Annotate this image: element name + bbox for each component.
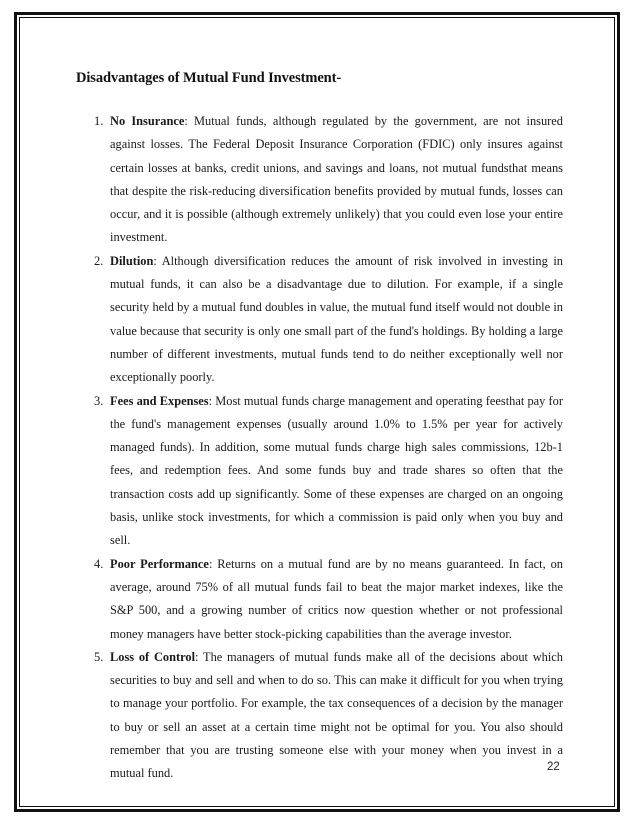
list-item-title: Loss of Control: [110, 649, 196, 664]
page-number: 22: [547, 761, 560, 773]
list-item: [80, 390, 563, 553]
list-item-text: : Mutual funds, although regulated by the government, are not insured against losses. The Federal Deposit Insurance Corporation (FDIC) only insures against certain losses at banks, credit unions, and savings and loans, not mutual fundsthat means that despite the risk-reducing diversification benefits provided by mutual funds, losses can occur, and it is possible (although extremely unlikely) that you could even lose your entire investment.: [110, 114, 563, 245]
list-item-number: 3.: [94, 393, 104, 408]
list-item-title: No Insurance: [110, 114, 185, 128]
section-heading: Disadvantages of Mutual Fund Investment-: [76, 70, 342, 86]
list-item: [80, 250, 563, 390]
list-item-number: 4.: [94, 556, 104, 571]
list-item-number: 5.: [94, 649, 104, 664]
list-item-title: Dilution: [110, 253, 154, 268]
list-item-title: Fees and Expenses: [110, 393, 209, 408]
list-item: [80, 646, 563, 786]
list-item: [80, 110, 563, 250]
list-item: [80, 553, 563, 646]
list-item-text: : The managers of mutual funds make all of the decisions about which securities to buy and sell and when to do so. This can make it difficult for you when trying to manage your portfolio. For example, the tax consequences of a decision by the manager to buy or sell an asset at a certain time might not be optimal for you. You also should remember that you are trusting someone else with your money when you invest in a mutual fund.: [110, 649, 563, 781]
list-item-text: : Most mutual funds charge management and operating feesthat pay for the fund's management expenses (usually around 1.0% to 1.5% per year for actively managed funds). In addition, some mutual funds charge high sales commissions, 12b-1 fees, and redemption fees. And some funds buy and trade shares so often that the transaction costs add up significantly. Some of these expenses are charged on an ongoing basis, unlike stock investments, for which a commission is paid only when you buy and sell.: [110, 393, 563, 548]
list-item-number: 2.: [94, 253, 104, 268]
list-item-text: : Although diversification reduces the amount of risk involved in investing in mutual funds, it can also be a disadvantage due to dilution. For example, if a single security held by a mutual fund doubles in value, the mutual fund itself would not double in value because that security is only one small part of the fund's holdings. By holding a large number of different investments, mutual funds tend to do neither exceptionally well nor exceptionally poorly.: [110, 253, 563, 385]
list-item-text: : Returns on a mutual fund are by no means guaranteed. In fact, on average, around 75% of all mutual funds fail to beat the major market indexes, like the S&P 500, and a growing number of critics now question whether or not professional money managers have better stock-picking capabilities than the average investor.: [110, 556, 563, 641]
list-item-title: Poor Performance: [110, 556, 209, 571]
list-item-number: 1.: [94, 114, 104, 128]
disadvantages-list: [80, 110, 563, 786]
